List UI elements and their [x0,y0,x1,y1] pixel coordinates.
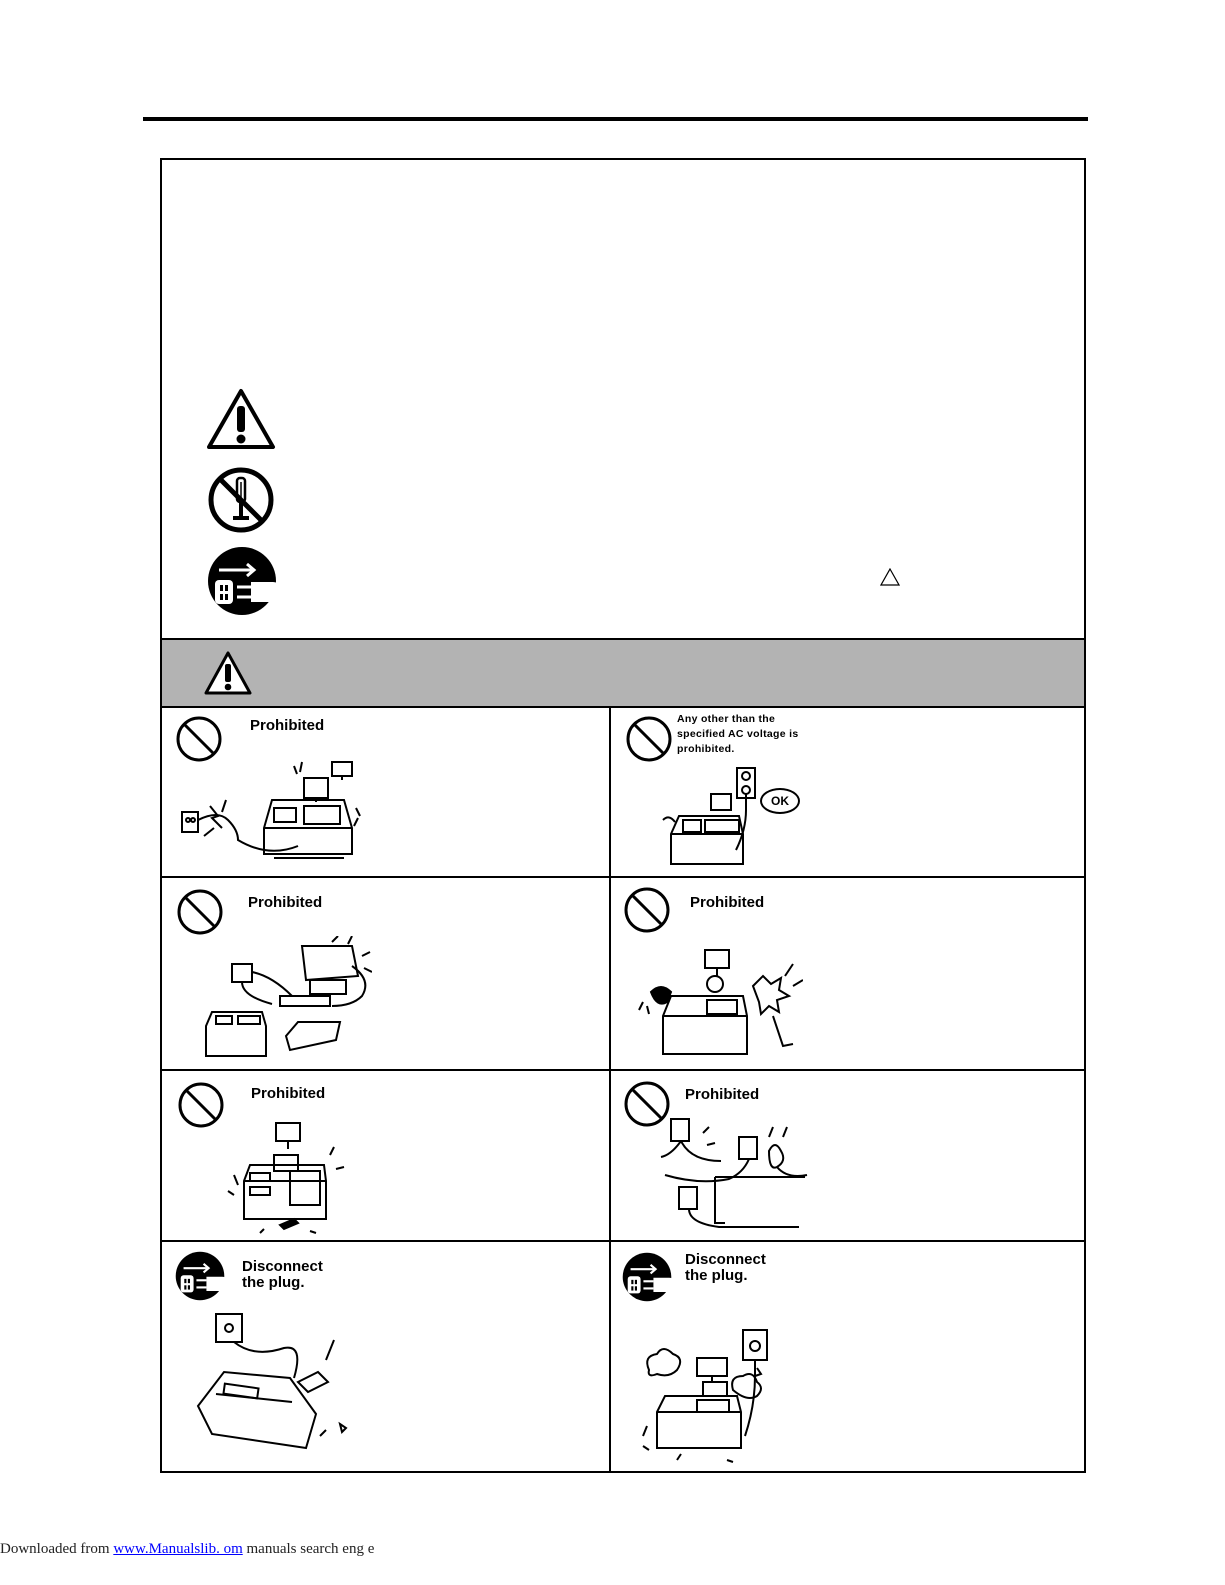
inline-warning-triangle-icon [880,568,900,586]
warning-cell [611,878,1084,1069]
warning-cell [162,1071,609,1240]
prohibited-icon [177,1081,225,1129]
warning-label: Prohibited [685,1086,760,1103]
disconnect-plug-icon [175,1251,225,1301]
warning-band [162,638,1084,708]
manualslib-link[interactable]: www.Manualslib. om [113,1541,243,1557]
smoking-register-illustration [637,1326,787,1466]
warning-label: Prohibited [250,717,325,734]
warning-cell [611,1242,1084,1471]
download-footer [0,1541,374,1558]
objects-inside-register-illustration [220,1115,350,1237]
no-disassembly-icon [207,466,275,534]
warning-label: Prohibited [690,894,765,911]
warning-triangle-icon [206,388,276,450]
register-correct-outlet-illustration [661,764,811,876]
warning-cell [162,1242,609,1471]
footer-suffix: manuals search eng e [242,1541,375,1557]
footer-prefix: Downloaded from [0,1541,114,1557]
warning-label: Prohibited [251,1085,326,1102]
overloaded-outlet-illustration [202,936,372,1066]
warning-cell [162,878,609,1069]
register-damaged-cord-illustration [174,758,364,868]
prohibited-icon [175,715,223,763]
warning-cell [162,706,609,876]
disconnect-plug-icon [207,546,277,616]
liquid-spill-illustration [633,936,803,1066]
prohibited-icon [625,715,673,763]
disconnect-plug-icon [622,1252,672,1302]
warning-triangle-icon [203,650,253,696]
warning-cell [611,706,1084,876]
warning-cell [611,1071,1084,1240]
prohibited-icon [623,886,671,934]
header-rule [143,117,1088,121]
dropped-register-illustration [194,1310,364,1462]
damaged-power-cords-illustration [659,1107,809,1235]
warning-label: Disconnect the plug. [685,1251,766,1284]
ok-badge: OK [760,788,800,814]
prohibited-icon [176,888,224,936]
safety-precautions-box [160,158,1086,1473]
warning-label: Disconnect the plug. [242,1258,323,1291]
warning-label: Any other than the specified AC voltage is prohibited. [677,713,799,755]
warning-label: Prohibited [248,894,323,911]
